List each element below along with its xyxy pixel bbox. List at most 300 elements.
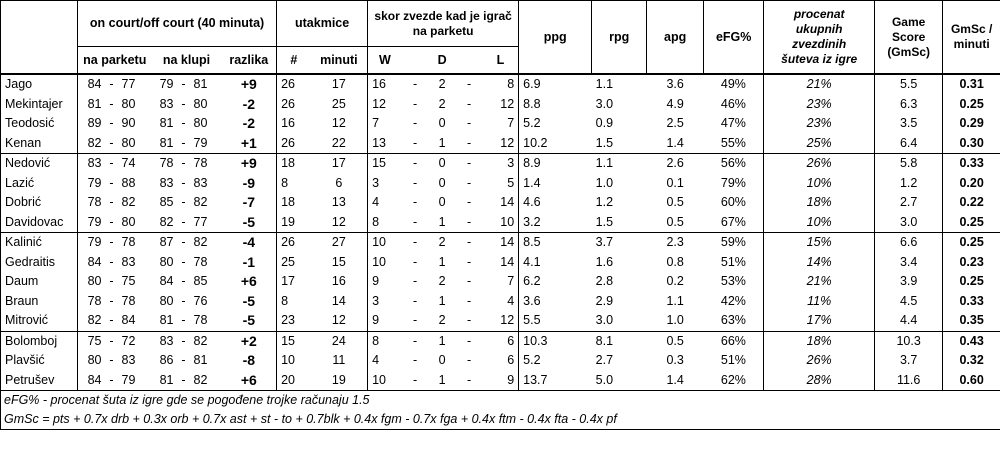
losses: 7	[483, 272, 519, 292]
sub-header-klupa: na klupi	[152, 47, 222, 75]
game-score-value: 5.5	[875, 74, 943, 95]
minutes: 16	[311, 272, 368, 292]
losses: 14	[483, 193, 519, 213]
wins: 9	[368, 311, 402, 331]
minutes: 22	[311, 134, 368, 154]
games-played: 18	[281, 195, 295, 210]
dash-separator: -	[413, 96, 418, 111]
klupa-against: 77	[190, 213, 222, 233]
ppg-value: 4.6	[523, 195, 541, 210]
apg-value: 1.0	[647, 311, 704, 331]
apg-value: 2.3	[666, 235, 684, 250]
apg-value: 2.6	[666, 156, 684, 171]
efg-value: 42%	[704, 292, 764, 312]
dash-separator: -	[467, 175, 472, 190]
plus-minus-diff: +2	[222, 331, 277, 351]
apg-value: 0.5	[647, 213, 704, 233]
parket-against: 88	[121, 175, 136, 190]
parket-for: 89	[87, 116, 102, 131]
games-played: 26	[277, 134, 311, 154]
game-score-value: 6.6	[875, 233, 943, 253]
ppg-value: 3.2	[519, 213, 592, 233]
losses: 12	[483, 311, 519, 331]
apg-value: 3.6	[666, 77, 684, 92]
klupa-against: 85	[193, 274, 208, 289]
parket-for: 82	[78, 134, 106, 154]
game-score-value: 4.5	[875, 292, 943, 312]
ppg-value: 1.4	[523, 175, 541, 190]
parket-against: 82	[121, 195, 136, 210]
plus-minus-diff: +9	[222, 154, 277, 174]
table-row	[1, 292, 1000, 312]
dash-separator: -	[413, 175, 418, 190]
shot-share-value: 23%	[764, 95, 875, 115]
dash-separator: -	[402, 311, 429, 331]
player-name: Plavšić	[1, 351, 78, 371]
klupa-against: 82	[193, 333, 208, 348]
rpg-value: 5.0	[595, 372, 614, 387]
plus-minus-diff: -9	[222, 174, 277, 194]
efg-value: 51%	[704, 351, 764, 371]
player-name: Davidovac	[1, 213, 78, 233]
dash-separator: -	[402, 213, 429, 233]
efg-value: 46%	[704, 95, 764, 115]
shot-share-value: 18%	[764, 193, 875, 213]
sub-header-l: L	[483, 47, 519, 75]
sub-header-games-count: #	[277, 47, 311, 75]
dash-separator: -	[178, 213, 190, 233]
minutes: 6	[311, 174, 368, 194]
ppg-value: 8.8	[523, 96, 541, 111]
klupa-for: 82	[152, 213, 178, 233]
player-name: Bolomboj	[1, 331, 78, 351]
parket-against: 75	[121, 274, 136, 289]
header-row-1	[1, 1, 1000, 47]
ppg-value: 10.3	[523, 333, 548, 348]
klupa-for: 78	[159, 156, 174, 171]
parket-against: 72	[121, 333, 136, 348]
dash-separator: -	[109, 195, 114, 210]
klupa-against: 76	[193, 293, 208, 308]
header-corner	[1, 1, 78, 75]
plus-minus-diff: -7	[222, 193, 277, 213]
klupa-for: 81	[152, 134, 178, 154]
games-played: 19	[277, 213, 311, 233]
plus-minus-diff: -2	[222, 95, 277, 115]
header-gmsc-per-min: GmSc / minuti	[943, 1, 1000, 75]
klupa-against: 80	[193, 96, 208, 111]
dash-separator: -	[181, 353, 186, 368]
klupa-for: 80	[159, 254, 174, 269]
klupa-for: 83	[159, 333, 174, 348]
ppg-value: 6.2	[523, 274, 541, 289]
wins: 10	[372, 235, 387, 250]
dash-separator: -	[413, 372, 418, 387]
games-played: 10	[281, 353, 295, 368]
apg-value: 4.9	[666, 96, 684, 111]
parket-for: 84	[87, 372, 102, 387]
header-games: utakmice	[277, 1, 368, 47]
dash-separator: -	[413, 353, 418, 368]
footnote-gmsc-row	[1, 410, 1000, 430]
games-played: 15	[281, 333, 295, 348]
dash-separator: -	[467, 353, 472, 368]
rpg-value: 1.5	[592, 134, 647, 154]
dash-separator: -	[456, 311, 483, 331]
game-score-value: 6.3	[875, 95, 943, 115]
table-row	[1, 331, 1000, 351]
game-score-value: 6.4	[875, 134, 943, 154]
efg-value: 60%	[704, 193, 764, 213]
dash-separator: -	[413, 195, 418, 210]
shot-share-value: 26%	[764, 351, 875, 371]
parket-against: 79	[121, 372, 136, 387]
parket-against: 77	[121, 77, 136, 92]
efg-value: 67%	[704, 213, 764, 233]
draws: 1	[438, 372, 446, 387]
game-score-value: 3.7	[875, 351, 943, 371]
draws: 0	[438, 175, 446, 190]
player-name: Nedović	[1, 154, 78, 174]
parket-for: 78	[87, 293, 102, 308]
gmsc-per-min-value: 0.35	[943, 311, 1000, 331]
sub-header-parket: na parketu	[78, 47, 152, 75]
dash-separator: -	[467, 372, 472, 387]
table-row	[1, 74, 1000, 95]
table-row	[1, 371, 1000, 391]
draws: 2	[438, 77, 446, 92]
dash-separator: -	[109, 116, 114, 131]
dash-separator: -	[467, 293, 472, 308]
parket-against: 74	[121, 156, 136, 171]
player-name: Braun	[1, 292, 78, 312]
apg-value: 0.3	[666, 353, 684, 368]
gmsc-per-min-value: 0.22	[943, 193, 1000, 213]
efg-value: 66%	[704, 331, 764, 351]
game-score-value: 3.4	[875, 253, 943, 273]
losses: 9	[483, 371, 519, 391]
games-played: 26	[281, 96, 295, 111]
shot-share-value: 28%	[764, 371, 875, 391]
table-row	[1, 351, 1000, 371]
gmsc-per-min-value: 0.60	[943, 371, 1000, 391]
klupa-against: 78	[193, 156, 208, 171]
wins: 9	[372, 274, 380, 289]
player-name: Mitrović	[1, 311, 78, 331]
games-played: 8	[281, 175, 289, 190]
parket-for: 79	[87, 235, 102, 250]
footnote-efg-row	[1, 391, 1000, 411]
player-name: Lazić	[1, 174, 78, 194]
minutes: 11	[311, 351, 368, 371]
shot-share-value: 18%	[764, 331, 875, 351]
wins: 12	[372, 96, 387, 111]
dash-separator: -	[106, 134, 118, 154]
games-played: 26	[281, 235, 295, 250]
gmsc-per-min-value: 0.25	[943, 95, 1000, 115]
apg-value: 0.2	[666, 274, 684, 289]
dash-separator: -	[467, 116, 472, 131]
games-played: 8	[281, 293, 289, 308]
dash-separator: -	[413, 156, 418, 171]
rpg-value: 2.8	[595, 274, 614, 289]
apg-value: 0.1	[666, 175, 684, 190]
table-row	[1, 134, 1000, 154]
minutes: 27	[311, 233, 368, 253]
losses: 7	[483, 114, 519, 134]
gmsc-per-min-value: 0.25	[943, 272, 1000, 292]
dash-separator: -	[413, 333, 418, 348]
footnote-efg: eFG% - procenat šuta iz igre gde se pogođene trojke računaju 1.5	[1, 391, 1000, 411]
game-score-value: 10.3	[875, 331, 943, 351]
dash-separator: -	[181, 77, 186, 92]
minutes: 17	[311, 154, 368, 174]
parket-against: 78	[121, 235, 136, 250]
rpg-value: 2.7	[595, 353, 614, 368]
shot-share-value: 10%	[764, 213, 875, 233]
shot-share-value: 26%	[764, 154, 875, 174]
plus-minus-diff: -4	[222, 233, 277, 253]
games-played: 26	[281, 77, 295, 92]
parket-against: 80	[118, 213, 152, 233]
table-row	[1, 311, 1000, 331]
table-row	[1, 95, 1000, 115]
efg-value: 47%	[704, 114, 764, 134]
klupa-for: 80	[159, 293, 174, 308]
parket-for: 83	[87, 156, 102, 171]
klupa-against: 79	[190, 134, 222, 154]
dash-separator: -	[413, 116, 418, 131]
efg-value: 59%	[704, 233, 764, 253]
wins: 8	[372, 333, 380, 348]
dash-separator: -	[181, 293, 186, 308]
parket-for: 79	[78, 213, 106, 233]
shot-share-value: 25%	[764, 134, 875, 154]
klupa-against: 83	[193, 175, 208, 190]
gmsc-per-min-value: 0.29	[943, 114, 1000, 134]
dash-separator: -	[109, 353, 114, 368]
parket-for: 84	[87, 254, 102, 269]
header-rpg: rpg	[592, 1, 647, 75]
parket-for: 80	[87, 353, 102, 368]
game-score-value: 3.5	[875, 114, 943, 134]
apg-value: 1.4	[666, 372, 684, 387]
rpg-value: 8.1	[595, 333, 614, 348]
klupa-against: 78	[190, 311, 222, 331]
klupa-against: 82	[193, 235, 208, 250]
ppg-value: 5.2	[523, 353, 541, 368]
sub-header-w: W	[368, 47, 402, 75]
wins: 15	[372, 156, 387, 171]
klupa-for: 81	[159, 372, 174, 387]
player-name: Mekintajer	[1, 95, 78, 115]
losses: 12	[483, 95, 519, 115]
dash-separator: -	[181, 372, 186, 387]
losses: 6	[483, 351, 519, 371]
klupa-for: 83	[159, 96, 174, 111]
dash-separator: -	[181, 116, 186, 131]
apg-value: 2.5	[666, 116, 684, 131]
wins: 10	[372, 254, 387, 269]
minutes: 12	[311, 114, 368, 134]
minutes: 14	[311, 292, 368, 312]
minutes: 25	[311, 95, 368, 115]
rpg-value: 2.9	[595, 293, 614, 308]
wins: 4	[372, 195, 380, 210]
shot-share-value: 14%	[764, 253, 875, 273]
losses: 5	[483, 174, 519, 194]
dash-separator: -	[413, 235, 418, 250]
dash-separator: -	[109, 156, 114, 171]
dash-separator: -	[181, 333, 186, 348]
draws: 0	[438, 156, 446, 171]
dash-separator: -	[181, 195, 186, 210]
klupa-against: 81	[193, 77, 208, 92]
dash-separator: -	[109, 175, 114, 190]
wins: 3	[372, 175, 380, 190]
losses: 10	[483, 213, 519, 233]
player-name: Jago	[1, 74, 78, 95]
dash-separator: -	[413, 274, 418, 289]
table-row	[1, 114, 1000, 134]
games-played: 20	[281, 372, 295, 387]
shot-share-value: 17%	[764, 311, 875, 331]
ppg-value: 13.7	[523, 372, 548, 387]
rpg-value: 1.1	[595, 77, 614, 92]
dash-separator: -	[456, 213, 483, 233]
footnote-gmsc: GmSc = pts + 0.7x drb + 0.3x orb + 0.7x ast + st - to + 0.7blk + 0.4x fgm - 0.7x fga + 0.4x ftm - 0.4x fta - 0.4x pf	[1, 410, 1000, 430]
header-efg: eFG%	[704, 1, 764, 75]
rpg-value: 1.2	[595, 195, 614, 210]
games-played: 17	[281, 274, 295, 289]
game-score-value: 3.9	[875, 272, 943, 292]
dash-separator: -	[106, 311, 118, 331]
dash-separator: -	[467, 235, 472, 250]
plus-minus-diff: -1	[222, 253, 277, 273]
parket-for: 78	[87, 195, 102, 210]
gmsc-per-min-value: 0.31	[943, 74, 1000, 95]
header-oncourt: on court/off court (40 minuta)	[78, 1, 277, 47]
dash-separator: -	[413, 254, 418, 269]
gmsc-per-min-value: 0.20	[943, 174, 1000, 194]
draws: 1	[429, 134, 456, 154]
dash-separator: -	[109, 235, 114, 250]
rpg-value: 1.1	[595, 156, 614, 171]
losses: 3	[483, 154, 519, 174]
klupa-for: 81	[159, 116, 174, 131]
parket-for: 80	[87, 274, 102, 289]
minutes: 15	[311, 253, 368, 273]
plus-minus-diff: +9	[222, 74, 277, 95]
player-name: Gedraitis	[1, 253, 78, 273]
gmsc-per-min-value: 0.25	[943, 213, 1000, 233]
games-played: 23	[277, 311, 311, 331]
efg-value: 51%	[704, 253, 764, 273]
table-row	[1, 193, 1000, 213]
table-row	[1, 253, 1000, 273]
rpg-value: 1.0	[595, 175, 614, 190]
draws: 2	[438, 96, 446, 111]
plus-minus-diff: +1	[222, 134, 277, 154]
wins: 7	[372, 116, 380, 131]
ppg-value: 4.1	[523, 254, 541, 269]
efg-value: 55%	[704, 134, 764, 154]
gmsc-per-min-value: 0.33	[943, 154, 1000, 174]
dash-separator: -	[181, 96, 186, 111]
rpg-value: 1.6	[595, 254, 614, 269]
plus-minus-diff: +6	[222, 272, 277, 292]
dash-separator: -	[181, 254, 186, 269]
apg-value: 0.5	[666, 195, 684, 210]
draws: 1	[438, 254, 446, 269]
shot-share-value: 10%	[764, 174, 875, 194]
parket-against: 84	[118, 311, 152, 331]
game-score-value: 11.6	[875, 371, 943, 391]
sub-header-razlika: razlika	[222, 47, 277, 75]
shot-share-value: 23%	[764, 114, 875, 134]
game-score-value: 4.4	[875, 311, 943, 331]
efg-value: 49%	[704, 74, 764, 95]
sub-header-d: D	[429, 47, 456, 75]
dash-separator: -	[467, 195, 472, 210]
dash-separator: -	[181, 156, 186, 171]
dash-separator: -	[467, 254, 472, 269]
parket-for: 75	[87, 333, 102, 348]
games-played: 18	[281, 156, 295, 171]
ppg-value: 8.5	[523, 235, 541, 250]
games-played: 16	[281, 116, 295, 131]
gmsc-per-min-value: 0.32	[943, 351, 1000, 371]
apg-value: 0.8	[666, 254, 684, 269]
games-played: 25	[281, 254, 295, 269]
shot-share-value: 21%	[764, 272, 875, 292]
parket-for: 84	[87, 77, 102, 92]
gmsc-per-min-value: 0.43	[943, 331, 1000, 351]
player-rows	[1, 74, 1000, 391]
table-row	[1, 213, 1000, 233]
gmsc-per-min-value: 0.30	[943, 134, 1000, 154]
player-name: Dobrić	[1, 193, 78, 213]
dash-separator: -	[467, 274, 472, 289]
gmsc-per-min-value: 0.23	[943, 253, 1000, 273]
draws: 2	[438, 274, 446, 289]
plus-minus-diff: +6	[222, 371, 277, 391]
plus-minus-diff: -5	[222, 311, 277, 331]
player-name: Petrušev	[1, 371, 78, 391]
header-apg: apg	[647, 1, 704, 75]
dash-separator: -	[178, 134, 190, 154]
klupa-for: 79	[159, 77, 174, 92]
klupa-for: 87	[159, 235, 174, 250]
klupa-for: 86	[159, 353, 174, 368]
klupa-for: 84	[159, 274, 174, 289]
minutes: 17	[311, 74, 368, 95]
table-row	[1, 272, 1000, 292]
minutes: 24	[311, 331, 368, 351]
header-game-score: Game Score (GmSc)	[875, 1, 943, 75]
game-score-value: 2.7	[875, 193, 943, 213]
dash-separator: -	[181, 175, 186, 190]
gmsc-per-min-value: 0.33	[943, 292, 1000, 312]
klupa-against: 82	[193, 195, 208, 210]
dash-separator: -	[109, 293, 114, 308]
losses: 14	[483, 253, 519, 273]
minutes: 12	[311, 213, 368, 233]
player-name: Teodosić	[1, 114, 78, 134]
dash-separator: -	[402, 134, 429, 154]
rpg-value: 3.0	[595, 96, 614, 111]
losses: 14	[483, 233, 519, 253]
